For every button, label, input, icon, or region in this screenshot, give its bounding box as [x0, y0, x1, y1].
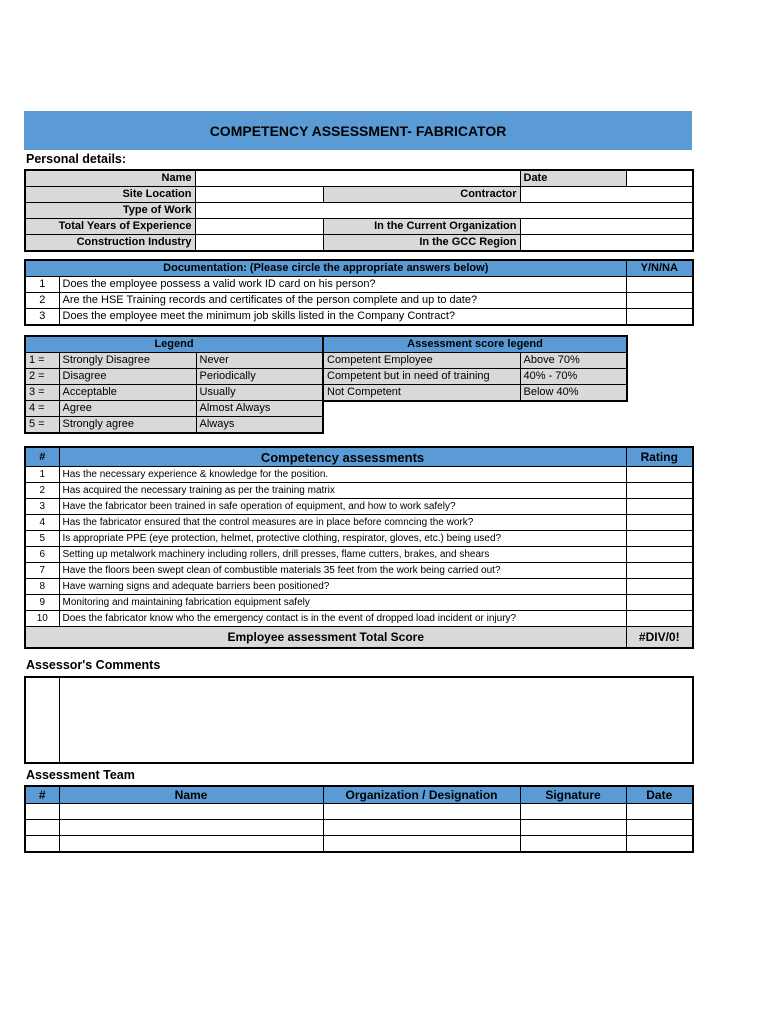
rating-cell[interactable]: [626, 563, 693, 579]
team-org-header: Organization / Designation: [323, 786, 520, 804]
site-location-label: Site Location: [25, 187, 195, 203]
team-date-cell[interactable]: [626, 836, 693, 853]
assessor-comments-label: Assessor's Comments: [26, 658, 161, 672]
gcc-field[interactable]: [520, 235, 693, 252]
legend-num: 5 =: [25, 417, 59, 434]
competency-text: Setting up metalwork machinery including rollers, drill presses, flame cutters, brakes, and shears: [59, 547, 626, 563]
rating-cell[interactable]: [626, 579, 693, 595]
legend-frequency: Almost Always: [196, 401, 323, 417]
personal-details-table: [24, 169, 694, 252]
total-score-label: Employee assessment Total Score: [25, 627, 626, 649]
rating-cell[interactable]: [626, 531, 693, 547]
doc-row-text: Does the employee meet the minimum job skills listed in the Company Contract?: [59, 309, 626, 326]
team-signature-cell[interactable]: [520, 836, 626, 853]
rating-cell[interactable]: [626, 483, 693, 499]
team-name-cell[interactable]: [59, 820, 323, 836]
legend-label: Disagree: [59, 369, 196, 385]
team-num-cell: [25, 820, 59, 836]
site-location-field[interactable]: [195, 187, 323, 203]
total-score-value: #DIV/0!: [626, 627, 693, 649]
legend-header: Legend: [25, 336, 323, 353]
legend-label: Agree: [59, 401, 196, 417]
team-signature-cell[interactable]: [520, 804, 626, 820]
gcc-label: In the GCC Region: [323, 235, 520, 252]
type-of-work-label: Type of Work: [25, 203, 195, 219]
date-field[interactable]: [626, 170, 693, 187]
team-signature-cell[interactable]: [520, 820, 626, 836]
score-label: Competent Employee: [323, 353, 520, 369]
competency-num: 9: [25, 595, 59, 611]
competency-num: 3: [25, 499, 59, 515]
competency-text: Is appropriate PPE (eye protection, helmet, protective clothing, respirator, gloves, etc.) being used?: [59, 531, 626, 547]
team-num-header: #: [25, 786, 59, 804]
legend-frequency: Never: [196, 353, 323, 369]
competency-num: 6: [25, 547, 59, 563]
competency-num: 7: [25, 563, 59, 579]
doc-row-num: 2: [25, 293, 59, 309]
doc-row-text: Are the HSE Training records and certificates of the person complete and up to date?: [59, 293, 626, 309]
construction-label: Construction Industry: [25, 235, 195, 252]
doc-row-text: Does the employee possess a valid work ID card on his person?: [59, 277, 626, 293]
competency-num: 2: [25, 483, 59, 499]
rating-cell[interactable]: [626, 499, 693, 515]
team-num-cell: [25, 804, 59, 820]
competency-text: Have the fabricator been trained in safe operation of equipment, and how to work safely?: [59, 499, 626, 515]
contractor-field[interactable]: [520, 187, 693, 203]
rating-cell[interactable]: [626, 611, 693, 627]
legend-label: Strongly agree: [59, 417, 196, 434]
legend-num: 4 =: [25, 401, 59, 417]
legend-num: 2 =: [25, 369, 59, 385]
assessment-team-table: [24, 785, 694, 853]
rating-cell[interactable]: [626, 547, 693, 563]
type-of-work-field[interactable]: [195, 203, 693, 219]
name-field[interactable]: [195, 170, 520, 187]
competency-text: Has the fabricator ensured that the control measures are in place before comncing the work?: [59, 515, 626, 531]
total-years-label: Total Years of Experience: [25, 219, 195, 235]
legend-label: Strongly Disagree: [59, 353, 196, 369]
yn-header: Y/N/NA: [626, 260, 693, 277]
name-label: Name: [25, 170, 195, 187]
rating-cell[interactable]: [626, 595, 693, 611]
comments-field[interactable]: [59, 677, 693, 763]
score-label: Competent but in need of training: [323, 369, 520, 385]
score-range: Above 70%: [520, 353, 627, 369]
competency-num: 1: [25, 467, 59, 483]
doc-answer-cell[interactable]: [626, 309, 693, 326]
team-org-cell[interactable]: [323, 836, 520, 853]
team-date-header: Date: [626, 786, 693, 804]
competency-num: 10: [25, 611, 59, 627]
date-label: Date: [520, 170, 626, 187]
personal-details-label: Personal details:: [26, 152, 127, 166]
doc-row-num: 3: [25, 309, 59, 326]
rating-header: Rating: [626, 447, 693, 467]
team-date-cell[interactable]: [626, 820, 693, 836]
team-name-cell[interactable]: [59, 836, 323, 853]
score-range: Below 40%: [520, 385, 627, 402]
legend-table: [24, 335, 324, 434]
competency-text: Has the necessary experience & knowledge for the position.: [59, 467, 626, 483]
team-name-cell[interactable]: [59, 804, 323, 820]
assessment-team-label: Assessment Team: [26, 768, 135, 782]
legend-num: 3 =: [25, 385, 59, 401]
documentation-header: Documentation: (Please circle the appropriate answers below): [25, 260, 626, 277]
competency-num: 4: [25, 515, 59, 531]
legend-frequency: Usually: [196, 385, 323, 401]
total-years-field[interactable]: [195, 219, 323, 235]
competency-num-header: #: [25, 447, 59, 467]
score-legend-table: [322, 335, 628, 402]
legend-label: Acceptable: [59, 385, 196, 401]
rating-cell[interactable]: [626, 515, 693, 531]
current-org-field[interactable]: [520, 219, 693, 235]
documentation-table: [24, 259, 694, 326]
competency-text: Monitoring and maintaining fabrication equipment safely: [59, 595, 626, 611]
competency-text: Have the floors been swept clean of combustible materials 35 feet from the work being carried out?: [59, 563, 626, 579]
competency-header: Competency assessments: [59, 447, 626, 467]
competency-table: [24, 446, 694, 649]
team-name-header: Name: [59, 786, 323, 804]
legend-frequency: Periodically: [196, 369, 323, 385]
construction-field[interactable]: [195, 235, 323, 252]
team-org-cell[interactable]: [323, 820, 520, 836]
score-legend-header: Assessment score legend: [323, 336, 627, 353]
doc-answer-cell[interactable]: [626, 277, 693, 293]
doc-row-num: 1: [25, 277, 59, 293]
team-org-cell[interactable]: [323, 804, 520, 820]
current-org-label: In the Current Organization: [323, 219, 520, 235]
legend-frequency: Always: [196, 417, 323, 434]
comments-table: [24, 676, 694, 764]
doc-answer-cell[interactable]: [626, 293, 693, 309]
competency-text: Does the fabricator know who the emergency contact is in the event of dropped load incident or injury?: [59, 611, 626, 627]
competency-num: 8: [25, 579, 59, 595]
competency-num: 5: [25, 531, 59, 547]
team-num-cell: [25, 836, 59, 853]
team-signature-header: Signature: [520, 786, 626, 804]
competency-text: Has acquired the necessary training as per the training matrix: [59, 483, 626, 499]
comments-margin-cell: [25, 677, 59, 763]
contractor-label: Contractor: [323, 187, 520, 203]
form-title: COMPETENCY ASSESSMENT- FABRICATOR: [24, 111, 692, 150]
team-date-cell[interactable]: [626, 804, 693, 820]
competency-text: Have warning signs and adequate barriers been positioned?: [59, 579, 626, 595]
score-range: 40% - 70%: [520, 369, 627, 385]
rating-cell[interactable]: [626, 467, 693, 483]
score-label: Not Competent: [323, 385, 520, 402]
legend-num: 1 =: [25, 353, 59, 369]
